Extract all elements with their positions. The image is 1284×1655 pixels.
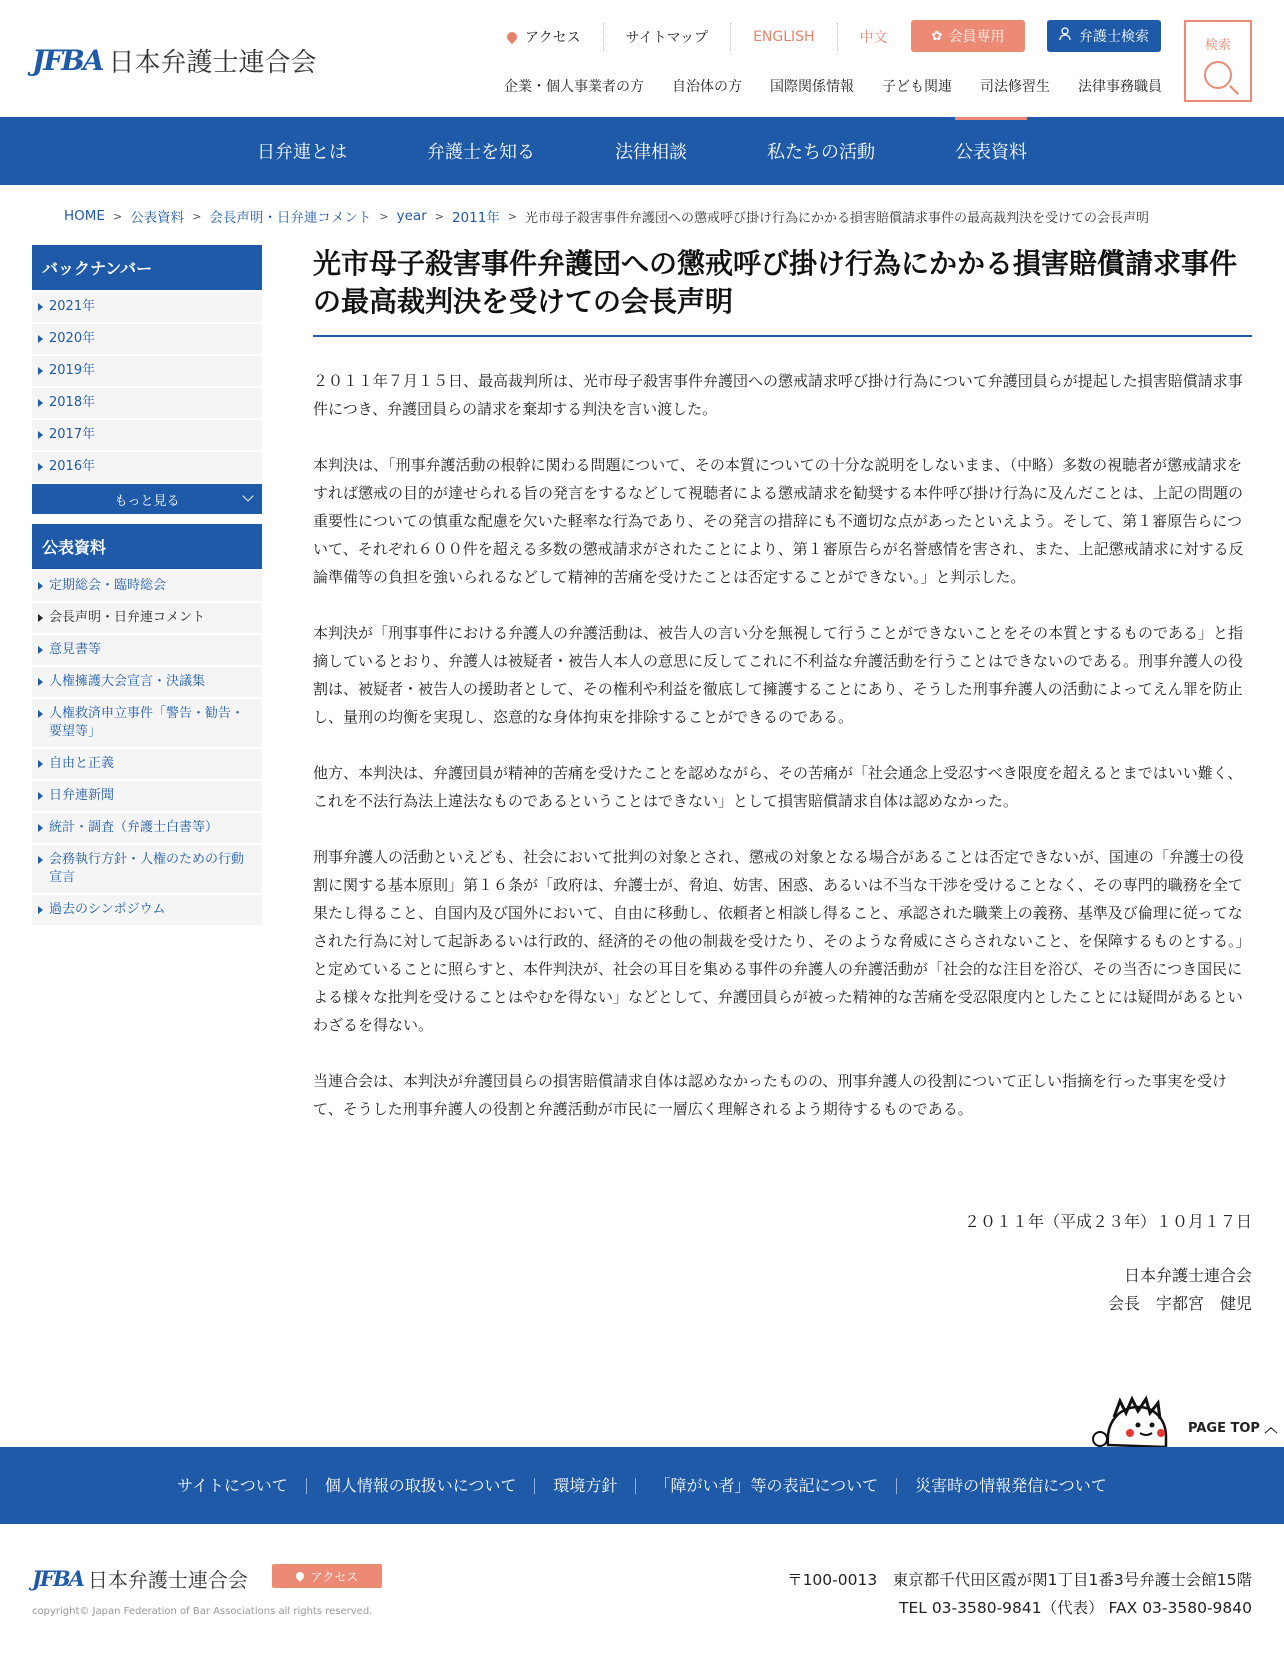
sidebar: [32, 245, 262, 925]
site-footer: [0, 1524, 1284, 1655]
sidebar-item-statements[interactable]: 会長声明・日弁連コメント: [32, 603, 262, 633]
sidebar-item-year[interactable]: 2020年: [32, 324, 262, 354]
sidebar-item-year[interactable]: 2017年: [32, 420, 262, 450]
sidebar-item-newspaper[interactable]: 日弁連新聞: [32, 781, 262, 811]
copyright: copyright© Japan Federation of Bar Associations all rights reserved.: [32, 1606, 373, 1617]
chevron-down-icon: [242, 490, 253, 501]
sidebar-item-year[interactable]: 2016年: [32, 452, 262, 482]
footer-access-label: アクセス: [310, 1569, 359, 1584]
breadcrumb-separator: >: [112, 209, 123, 223]
page-top-label: PAGE TOP ︿: [1188, 1421, 1278, 1436]
breadcrumb: [64, 206, 1149, 226]
year-list: [32, 292, 262, 482]
subnav-item-staff[interactable]: 法律事務職員: [1078, 79, 1162, 95]
english-link[interactable]: ENGLISH: [731, 23, 838, 51]
sidebar-item-year[interactable]: 2019年: [32, 356, 262, 386]
site-logo[interactable]: [32, 42, 317, 79]
contact-info: [787, 1566, 1252, 1622]
footer-access-button[interactable]: [272, 1564, 382, 1588]
sidebar-item-opinions[interactable]: 意見書等: [32, 635, 262, 665]
sub-nav: [490, 76, 1176, 96]
footer-nav: [0, 1447, 1284, 1524]
page-title: 光市母子殺害事件弁護団への懲戒呼び掛け行為にかかる損害賠償請求事件の最高裁判決を受けての会長声明: [313, 245, 1252, 337]
sidebar-item-convention[interactable]: 人権擁護大会宣言・決議集: [32, 667, 262, 697]
sidebar-item-human-rights-relief[interactable]: 人権救済申立事件「警告・勧告・要望等」: [32, 699, 262, 747]
access-link[interactable]: [485, 23, 604, 51]
breadcrumb-publications[interactable]: 公表資料: [130, 210, 185, 226]
breadcrumb-2011[interactable]: 2011年: [451, 210, 500, 226]
breadcrumb-separator: >: [192, 209, 202, 223]
sidebar-item-year[interactable]: 2021年: [32, 292, 262, 322]
mainnav-item-publications[interactable]: 公表資料: [915, 117, 1067, 185]
sidebar-item-policy[interactable]: 会務執行方針・人権のための行動宣言: [32, 845, 262, 893]
mascot-icon: [1092, 1395, 1178, 1447]
breadcrumb-year[interactable]: year: [396, 208, 427, 224]
statement-signatory: 会長 宇都宮 健児: [1107, 1294, 1252, 1313]
magnifier-icon: [1204, 61, 1232, 89]
logo-text: 日本弁護士連合会: [108, 48, 317, 78]
breadcrumb-separator: >: [379, 209, 389, 223]
chevron-up-icon: ︿: [1264, 1421, 1278, 1436]
map-pin-icon: [294, 1570, 305, 1581]
article: [313, 245, 1252, 1318]
subnav-item-business[interactable]: 企業・個人事業者の方: [504, 79, 644, 95]
main-nav: [0, 117, 1284, 185]
publications-heading: 公表資料: [32, 524, 262, 569]
utility-nav: [485, 20, 910, 54]
gear-icon: ✿: [931, 28, 943, 44]
breadcrumb-separator: >: [434, 209, 444, 223]
article-paragraph: 本判決は、「刑事弁護活動の根幹に関わる問題について、その本質についての十分な説明をしないまま、（中略）多数の視聴者が懲戒請求をすれば懲戒の目的が達せられる旨の発言をするなどして視聴者による懲戒請求を勧奨する本件呼び掛け行為に及んだことは、上記の問題の重要性についての慎重な配慮を欠いた軽率な行為であり、その発言の措辞にも不適切な点があったといえよう。そして、第１審原告らについて、それぞれ６００件を超える多数の懲戒請求がされたことにより、第１審原告らが名誉感情を害され、また、上記懲戒請求に対する反論準備等の負担を強いられるなどして精神的苦痛を受けたことは否定することができない。」と判示した。: [313, 456, 1244, 586]
show-more-label: もっと見る: [114, 493, 180, 509]
subnav-item-municipality[interactable]: 自治体の方: [672, 79, 742, 95]
backnumber-heading: バックナンバー: [32, 245, 262, 290]
logo-mark: JFBA: [32, 44, 103, 77]
footer-link-notation[interactable]: 「障がい者」等の表記について: [636, 1478, 897, 1494]
phone-fax: TEL 03-3580-9841（代表） FAX 03-3580-9840: [899, 1599, 1252, 1617]
mainnav-item-about[interactable]: 日弁連とは: [257, 142, 347, 163]
footer-logo-text: 日本弁護士連合会: [87, 1568, 248, 1592]
mainnav-item-activities[interactable]: 私たちの活動: [767, 142, 875, 163]
breadcrumb-current: 光市母子殺害事件弁護団への懲戒呼び掛け行為にかかる損害賠償請求事件の最高裁判決を受けての会長声明: [525, 210, 1150, 226]
sitemap-link[interactable]: サイトマップ: [604, 23, 731, 51]
article-paragraph: 他方、本判決は、弁護団員が精神的苦痛を受けたことを認めながら、その苦痛が「社会通念上受忍すべき限度を超えるとまではいい難く、これを不法行為法上違法なものであるということはできない」として損害賠償請求自体は認めなかった。: [313, 764, 1243, 810]
footer-logo-mark: JFBA: [32, 1566, 83, 1591]
sidebar-item-symposium[interactable]: 過去のシンポジウム: [32, 895, 262, 925]
breadcrumb-home[interactable]: HOME: [64, 208, 105, 224]
footer-link-privacy[interactable]: 個人情報の取扱いについて: [307, 1478, 536, 1494]
breadcrumb-statements[interactable]: 会長声明・日弁連コメント: [209, 210, 372, 226]
footer-link-environment[interactable]: 環境方針: [535, 1478, 636, 1494]
breadcrumb-separator: >: [507, 209, 518, 223]
member-only-button[interactable]: [911, 20, 1025, 52]
sidebar-item-general-meeting[interactable]: 定期総会・臨時総会: [32, 571, 262, 601]
chinese-link[interactable]: 中文: [859, 30, 888, 46]
show-more-button[interactable]: [32, 484, 262, 514]
subnav-item-trainee[interactable]: 司法修習生: [980, 79, 1050, 95]
map-pin-icon: [505, 30, 519, 44]
lawyer-search-button[interactable]: [1047, 20, 1161, 52]
sidebar-item-statistics[interactable]: 統計・調査（弁護士白書等）: [32, 813, 262, 843]
article-paragraph: 本判決が「刑事事件における弁護人の弁護活動は、被告人の言い分を無視して行うことができないことをその本質とするものである」と指摘しているとおり、弁護人は被疑者・被告人本人の意思に反してこれに不利益な弁護活動を行うことはできないのである。刑事弁護人の役割は、被疑者・被告人の援助者として、その権利や利益を徹底して擁護することにあり、そうした刑事弁護人の活動によってえん罪を防止し、量刑の均衡を実現し、恣意的な身体拘束を排除することができるのである。: [313, 624, 1244, 726]
mainnav-item-lawyers[interactable]: 弁護士を知る: [427, 142, 535, 163]
search-button[interactable]: [1184, 20, 1252, 102]
search-label: 検索: [1204, 38, 1231, 53]
page-top-button[interactable]: [1088, 1395, 1278, 1447]
person-icon: [1059, 27, 1073, 45]
article-paragraph: ２０１１年７月１５日、最高裁判所は、光市母子殺害事件弁護団への懲戒請求呼び掛け行為について弁護団員らが提起した損害賠償請求事件につき、弁護団員らの請求を棄却する判決を言い渡した。: [313, 372, 1243, 418]
member-only-label: 会員専用: [948, 29, 1005, 45]
lawyer-search-label: 弁護士検索: [1079, 29, 1149, 45]
site-header: [0, 0, 1284, 117]
sidebar-item-year[interactable]: 2018年: [32, 388, 262, 418]
footer-link-about-site[interactable]: サイトについて: [159, 1478, 307, 1494]
statement-organization: 日本弁護士連合会: [1123, 1266, 1252, 1285]
sidebar-item-jiyu-to-seigi[interactable]: 自由と正義: [32, 749, 262, 779]
mainnav-item-consultation[interactable]: 法律相談: [615, 142, 687, 163]
subnav-item-children[interactable]: 子ども関連: [882, 79, 952, 95]
publications-list: [32, 571, 262, 925]
article-paragraph: 刑事弁護人の活動といえども、社会において批判の対象とされ、懲戒の対象となる場合があることは否定できないが、国連の「弁護士の役割に関する基本原則」第１６条が「政府は、弁護士が、脅迫、妨害、困惑、あるいは不当な干渉を受けることなく、その専門的職務を全て果たし得ること、自国内及び国外において、自由に移動し、依頼者と相談し得ること、承認された職業上の義務、基準及び倫理に従ってなされた行為に対して起訴あるいは行政的、経済的その他の制裁を受けたり、そのような脅威にさらされないこと、を保障するものとする。」と定めていることに照らすと、本件判決が、社会の耳目を集める事件の弁護人の弁護活動が「社会的な注目を浴び、その当否につき国民による様々な批判を受けることはやむを得ない」などとして、弁護団員らが被った精神的な苦痛を受忍限度内としたことには疑問があるといわざるを得ない。: [313, 848, 1251, 1034]
footer-link-disaster[interactable]: 災害時の情報発信について: [915, 1475, 1107, 1495]
statement-date: ２０１１年（平成２３年）１０月１７日: [963, 1212, 1252, 1231]
address: 〒100-0013 東京都千代田区霞が関1丁目1番3号弁護士会館15階: [787, 1571, 1252, 1589]
footer-logo[interactable]: [32, 1564, 248, 1593]
subnav-item-international[interactable]: 国際関係情報: [770, 79, 854, 95]
access-label: アクセス: [525, 30, 581, 46]
article-paragraph: 当連合会は、本判決が弁護団員らの損害賠償請求自体は認めなかったものの、刑事弁護人の役割について正しい指摘を行った事実を受けて、そうした刑事弁護人の役割と弁護活動が市民に一層広く理解されるよう期待するものである。: [313, 1072, 1228, 1118]
